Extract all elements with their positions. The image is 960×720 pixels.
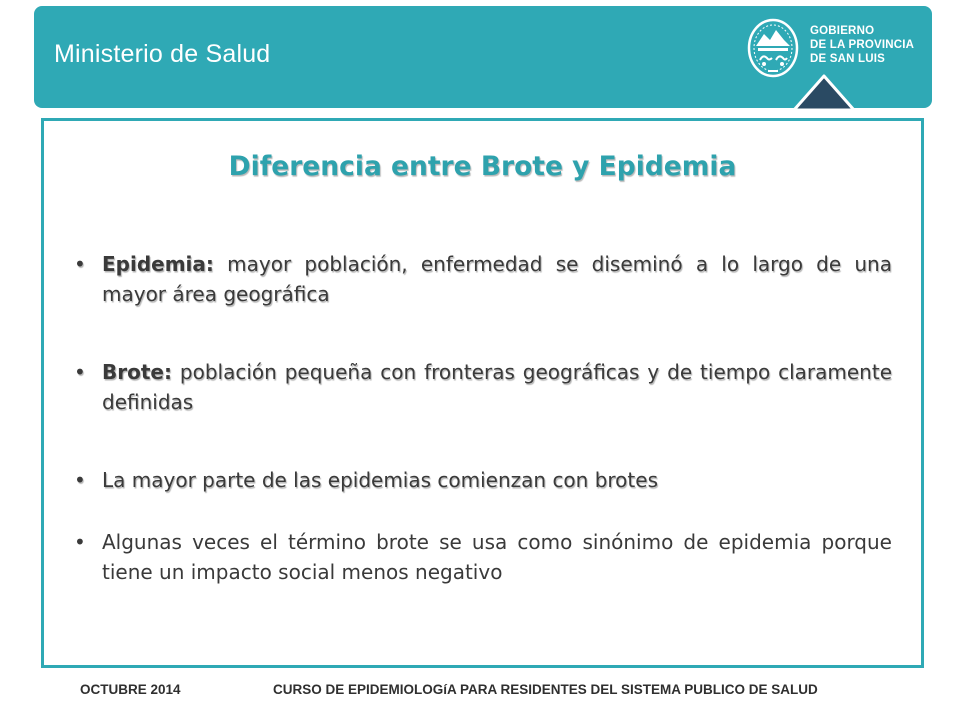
bullet-item bbox=[74, 465, 892, 495]
content-frame bbox=[41, 118, 924, 668]
government-line: DE LA PROVINCIA bbox=[810, 39, 915, 51]
bullet-term: Epidemia: bbox=[102, 252, 214, 276]
provincial-seal-icon bbox=[744, 16, 802, 80]
footer bbox=[0, 682, 960, 706]
bullet-glyph: • bbox=[74, 530, 86, 554]
footer-date: OCTUBRE 2014 bbox=[80, 682, 181, 697]
bullet-glyph: • bbox=[74, 360, 86, 384]
corner-tab-decoration bbox=[792, 72, 856, 112]
bullet-item bbox=[74, 249, 892, 309]
bullet-text: población pequeña con fronteras geográficas y de tiempo claramente definidas bbox=[102, 360, 892, 414]
government-line: GOBIERNO bbox=[810, 25, 875, 37]
bullet-text: La mayor parte de las epidemias comienzan con brotes bbox=[102, 468, 658, 492]
bullet-item bbox=[74, 527, 892, 587]
slide-title: Diferencia entre Brote y Epidemia bbox=[228, 151, 737, 182]
bullet-item bbox=[74, 357, 892, 417]
ministry-title: Ministerio de Salud bbox=[54, 40, 271, 68]
government-line: DE SAN LUIS bbox=[810, 53, 886, 65]
bullet-glyph: • bbox=[74, 252, 86, 276]
bullet-text: Algunas veces el término brote se usa como sinónimo de epidemia porque tiene un impacto social menos negativo bbox=[102, 530, 892, 584]
bullet-glyph: • bbox=[74, 468, 86, 492]
government-name bbox=[810, 24, 914, 66]
bullet-list bbox=[74, 249, 892, 635]
bullet-text: mayor población, enfermedad se diseminó a lo largo de una mayor área geográfica bbox=[102, 252, 892, 306]
footer-course: CURSO DE EPIDEMIOLOGíA PARA RESIDENTES DEL SISTEMA PUBLICO DE SALUD bbox=[273, 682, 818, 697]
bullet-term: Brote: bbox=[102, 360, 172, 384]
